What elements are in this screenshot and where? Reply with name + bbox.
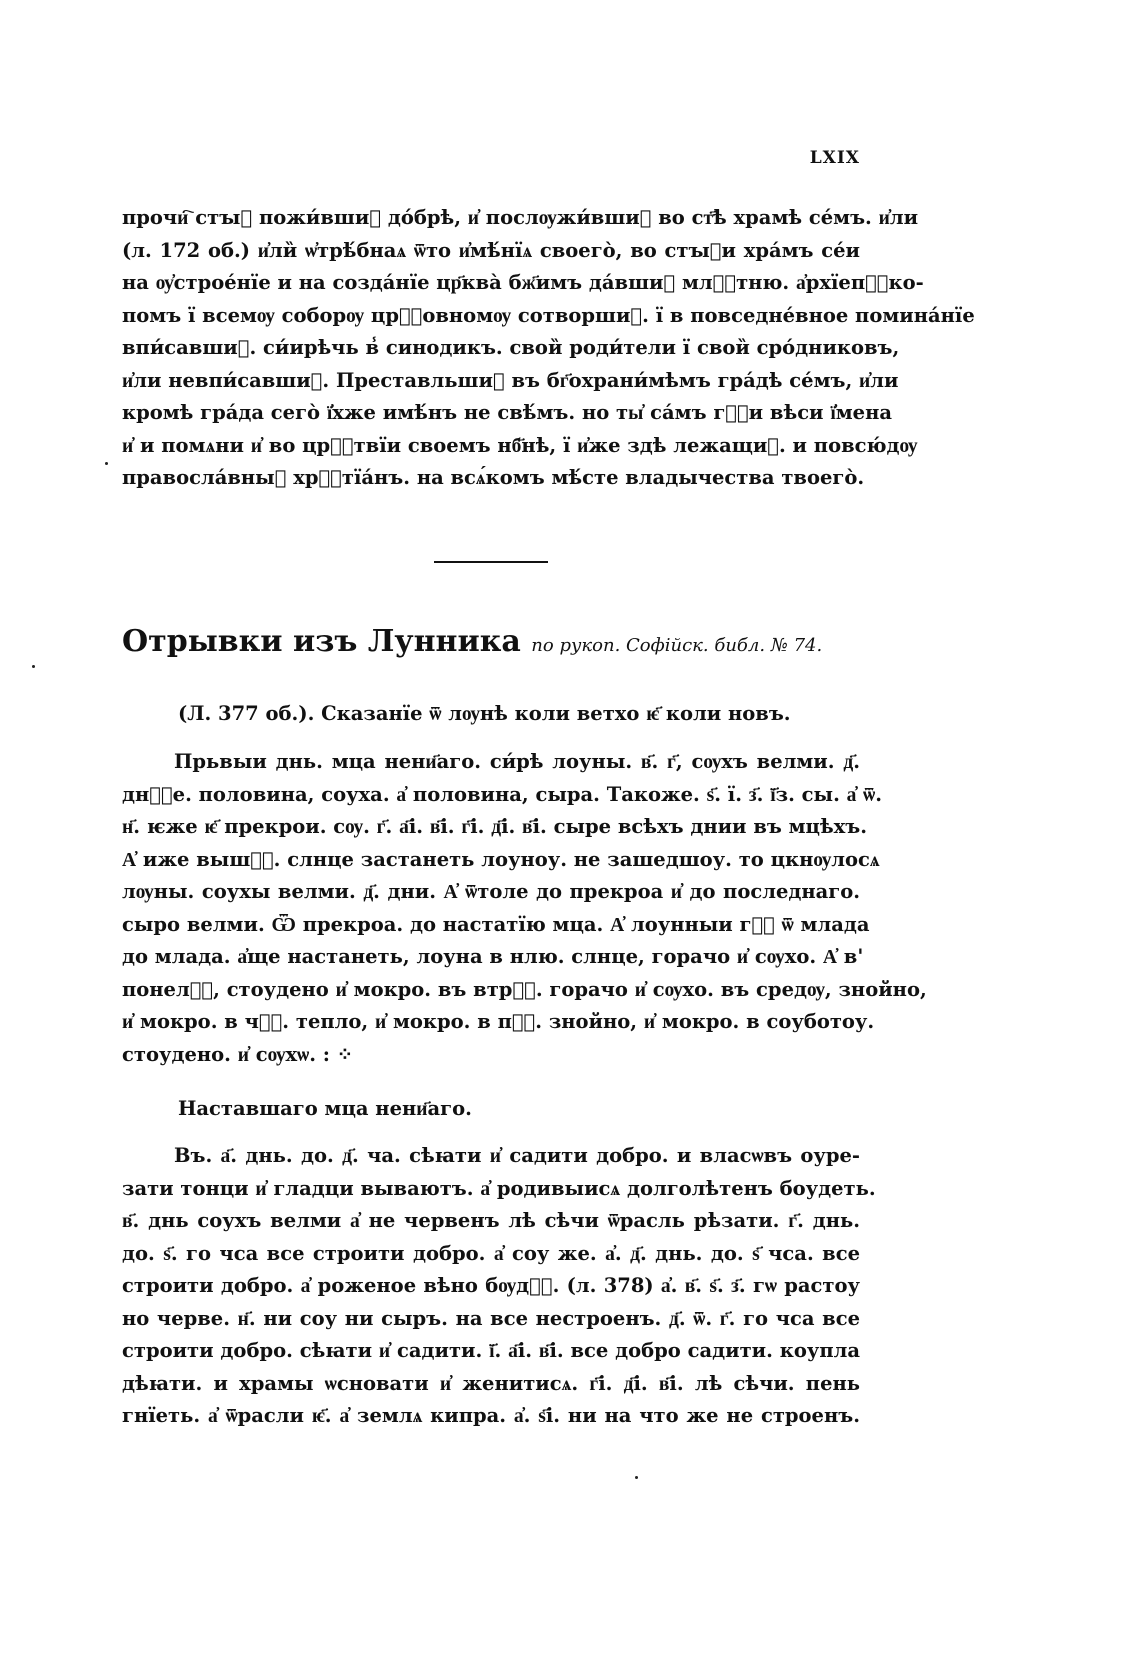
section-title-source: по рукоп. Софійск. библ. № 74.: [531, 635, 823, 656]
text-line: прочи҇ стꙑ҇ пожи́вшиⷯ до́брѣ, и҆ послѹжи́вшиⷯ во ст҃ѣ храмѣ се́мъ. и҆ли: [122, 206, 919, 229]
lunnik-paragraph: [122, 746, 927, 1071]
text-line: А҆ иже вышⷷ҇. слнце застанеть лоуноу. не зашедшоу. то цкнѹлосѧ: [122, 847, 880, 871]
section-title-main: Отрывки изъ Лунника: [122, 624, 521, 659]
intro-line: (Л. 377 об.). Сказанїе ѿ лѹнѣ коли ветхо ѥ҃ коли новъ.: [178, 702, 791, 725]
text-line: и҆ мокро. в чⷮ҇. тепло, и҆ мокро. в пⷮ҇. знойно, и҆ мокро. в соуботоу.: [122, 1010, 875, 1033]
text-line: дѣꙗти. и храмы ѡсновати и҆ женитисѧ. г҃і. д҃і. в҃і. лѣ сѣчи. пень: [122, 1371, 860, 1395]
section-title: [122, 624, 860, 659]
text-line: понелⷭ҇, стоудено и҆ мокро. въ втрⷭ҇. горачо и҆ сѹхо. въ средѹ, знойно,: [122, 977, 927, 1001]
text-line: сыро велми. Ѿ прекроа. до настатїю мца. А҆ лоунныи гⷭ҇ ѿ млада: [122, 912, 870, 936]
text-line: строити добро. а҆ роженое вѣно бѹдⷮ҇. (л. 378) а҆. в҃. ѕ҃. з҃. гѡ растоу: [122, 1274, 860, 1297]
text-line: кромѣ гра́да сего̀ ї҆хже имѣ́нъ не свѣ́мъ. но ты҆ са́мъ гⷭ҇и вѣси ї҆мена: [122, 401, 892, 424]
section-divider: [434, 561, 548, 563]
ink-speck: [635, 1476, 638, 1479]
sub-heading: Наставшаго мца нени҃аго.: [178, 1097, 472, 1120]
text-line: гнїеть. а҆ ѿрасли ѥ҃. а҆ землѧ кипра. а҆. ѕ҃і. ни на что же не строенъ.: [122, 1404, 860, 1427]
ink-speck: [32, 665, 35, 668]
text-line: помъ ї всемѹ соборѹ црⷦ҇овномѹ сотворшиⷯ. ї в повседне́вное помина́нїе: [122, 303, 975, 327]
text-line: н҃. ѥже ѥ҃ прекрои. сѹ. г҃. а҃і. в҃і. г҃і. д҃і. в҃і. сыре всѣхъ днии въ мцѣхъ.: [122, 815, 868, 838]
days-paragraph: [122, 1140, 876, 1433]
text-line: до млада. а҆ще настанеть, лоуна в нлю. слнце, горачо и҆ сѹхо. А҆ в': [122, 945, 864, 968]
text-line: Прьвыи днь. мца нени҃аго. си́рѣ лоуны. в҃. г҃, сѹхъ велми. д҃.: [174, 750, 860, 773]
text-line: и҆ли невпи́савшиⷯ. Преставльшиⷯ въ бг҃охрани́мѣмъ гра́дѣ се́мъ, и҆ли: [122, 368, 899, 392]
text-line: зати тонци и҆ гладци вываютъ. а҆ родивыисѧ долголѣтенъ боудеть.: [122, 1176, 876, 1200]
text-line: правосла́вныⷯ хрⷭ҇тїа́нъ. на всѧ́комъ мѣ́сте владычества твоего̀.: [122, 466, 865, 489]
text-line: Въ. а҃. днь. до. д҃. ча. сѣꙗти и҆ садити добро. и власѡвъ оуре-: [174, 1144, 860, 1167]
top-paragraph: [122, 202, 975, 495]
ink-speck: [105, 462, 108, 465]
text-line: лѹны. соухы велми. д҃. дни. А҆ ѿтоле до прекроа и҆ до последнаго.: [122, 880, 860, 903]
text-line: строити добро. сѣꙗти и҆ садити. ї҃. а҃і. в҃і. все добро садити. коупла: [122, 1339, 860, 1362]
text-line: впи́савшиⷯ. си́ирѣчь в̾ синодикъ. свои̏ роди́тели ї свои̏ сро́дниковъ,: [122, 336, 900, 359]
text-line: до. ѕ҃. го чса все строити добро. а҆ соу же. а҆. д҃. днь. до. ѕ҃ чса. все: [122, 1241, 860, 1265]
text-line: но черве. н҃. ни соу ни сыръ. на все нестроенъ. д҃. ѿ. г҃. го чса все: [122, 1306, 860, 1330]
text-line: стоудено. и҆ сѹхѡ. : ⁘: [122, 1042, 354, 1066]
text-line: в҃. днь соухъ велми а҆ не червенъ лѣ сѣчи ѿрасль рѣзати. г҃. днь.: [122, 1209, 860, 1232]
text-line: и҆ и помѧни и҆ во црⷭ҇твїи своемъ нб҃нѣ, ї и҆же здѣ лежащиⷯ. и повсю́дѹ: [122, 433, 918, 457]
text-line: днⷭ҇е. половина, соуха. а҆ половина, сыра. Такоже. ѕ҃. ї. з҃. ї҃з. сы. а҆ ѿ.: [122, 782, 883, 806]
text-line: на ѹ҆строе́нїе и на созда́нїе цр҃ква̀ бж҃имъ да́вшиⷯ млⷭ҇тню. а҆рхїепⷭ҇ко-: [122, 271, 924, 294]
text-line: (л. 172 об.) и҆ли̏ ѡ҆трѣ́бнаѧ ѿто и҆мѣ́нїѧ своего̀, во стꙑ҇и хра́мъ се́и: [122, 238, 860, 262]
page-number: LXIX: [809, 148, 860, 168]
